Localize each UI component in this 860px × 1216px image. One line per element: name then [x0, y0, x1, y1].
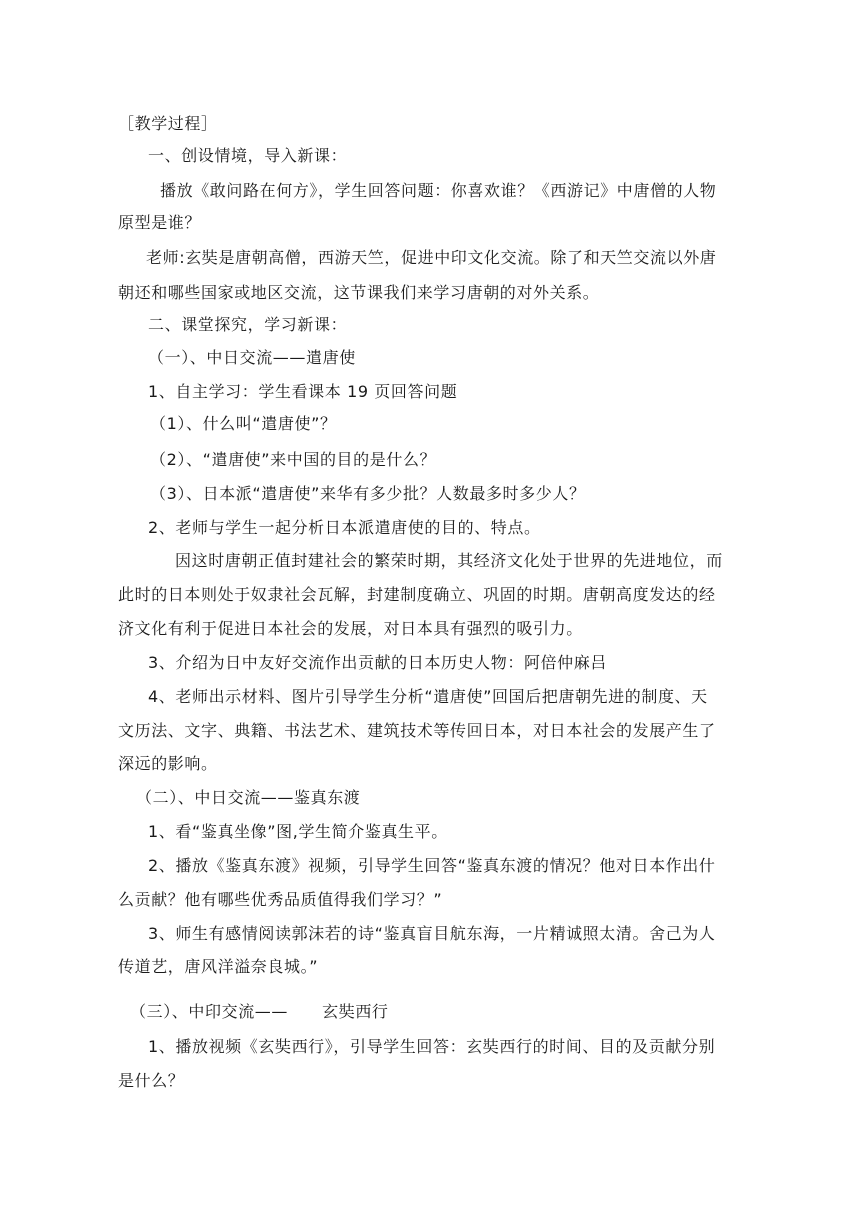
- subsection-heading: （三）、中印交流—— 玄奘西行: [130, 1002, 389, 1021]
- list-item: （3）、日本派“遣唐使”来华有多少批？人数最多时多少人？: [150, 484, 586, 503]
- list-item: 3、师生有感情阅读郭沫若的诗“鉴真盲目航东海，一片精诚照太清。舍己为人: [148, 924, 716, 943]
- paragraph-line: 此时的日本则处于奴隶社会瓦解，封建制度确立、巩固的时期。唐朝高度发达的经: [118, 585, 716, 604]
- list-item: （1）、什么叫“遣唐使”？: [150, 414, 337, 433]
- subheading: 一、创设情境，导入新课：: [148, 146, 348, 165]
- paragraph-line: 因这时唐朝正值封建社会的繁荣时期，其经济文化处于世界的先进地位，而: [175, 551, 723, 570]
- list-item: 4、老师出示材料、图片引导学生分析“遣唐使”回国后把唐朝先进的制度、天: [148, 687, 708, 706]
- section-heading: ［教学过程］: [118, 114, 218, 133]
- paragraph-line: 播放《敢问路在何方》，学生回答问题：你喜欢谁？《西游记》中唐僧的人物: [160, 181, 717, 200]
- paragraph-line: 济文化有利于促进日本社会的发展，对日本具有强烈的吸引力。: [118, 619, 583, 638]
- list-item: 2、播放《鉴真东渡》视频，引导学生回答“鉴真东渡的情况？他对日本作出什: [148, 856, 716, 875]
- subheading: 二、课堂探究，学习新课：: [148, 315, 348, 334]
- list-item: 1、播放视频《玄奘西行》，引导学生回答：玄奘西行的时间、目的及贡献分别: [148, 1037, 716, 1056]
- list-item: 1、自主学习：学生看课本 19 页回答问题: [148, 382, 458, 401]
- paragraph-line: 老师:玄奘是唐朝高僧，西游天竺，促进中印文化交流。除了和天竺交流以外唐: [146, 248, 717, 267]
- subsection-heading: （二）、中日交流——鉴真东渡: [136, 788, 361, 807]
- paragraph-line: 是什么？: [118, 1071, 185, 1090]
- paragraph-line: 朝还和哪些国家或地区交流，这节课我们来学习唐朝的对外关系。: [118, 283, 600, 302]
- paragraph-line: 原型是谁？: [118, 213, 202, 232]
- paragraph-line: 深远的影响。: [118, 754, 218, 773]
- list-item: （2）、“遣唐使”来中国的目的是什么？: [150, 450, 437, 469]
- paragraph-line: 传道艺，唐风洋溢奈良城。”: [118, 957, 319, 976]
- paragraph-line: 么贡献？他有哪些优秀品质值得我们学习？”: [118, 890, 443, 909]
- list-item: 2、老师与学生一起分析日本派遣唐使的目的、特点。: [148, 518, 541, 537]
- subsection-heading: （一）、中日交流——遣唐使: [148, 348, 356, 367]
- list-item: 3、介绍为日中友好交流作出贡献的日本历史人物：阿倍仲麻吕: [148, 653, 607, 672]
- list-item: 1、看“鉴真坐像”图,学生简介鉴真生平。: [148, 822, 448, 841]
- paragraph-line: 文历法、文字、典籍、书法艺术、建筑技术等传回日本，对日本社会的发展产生了: [118, 721, 716, 740]
